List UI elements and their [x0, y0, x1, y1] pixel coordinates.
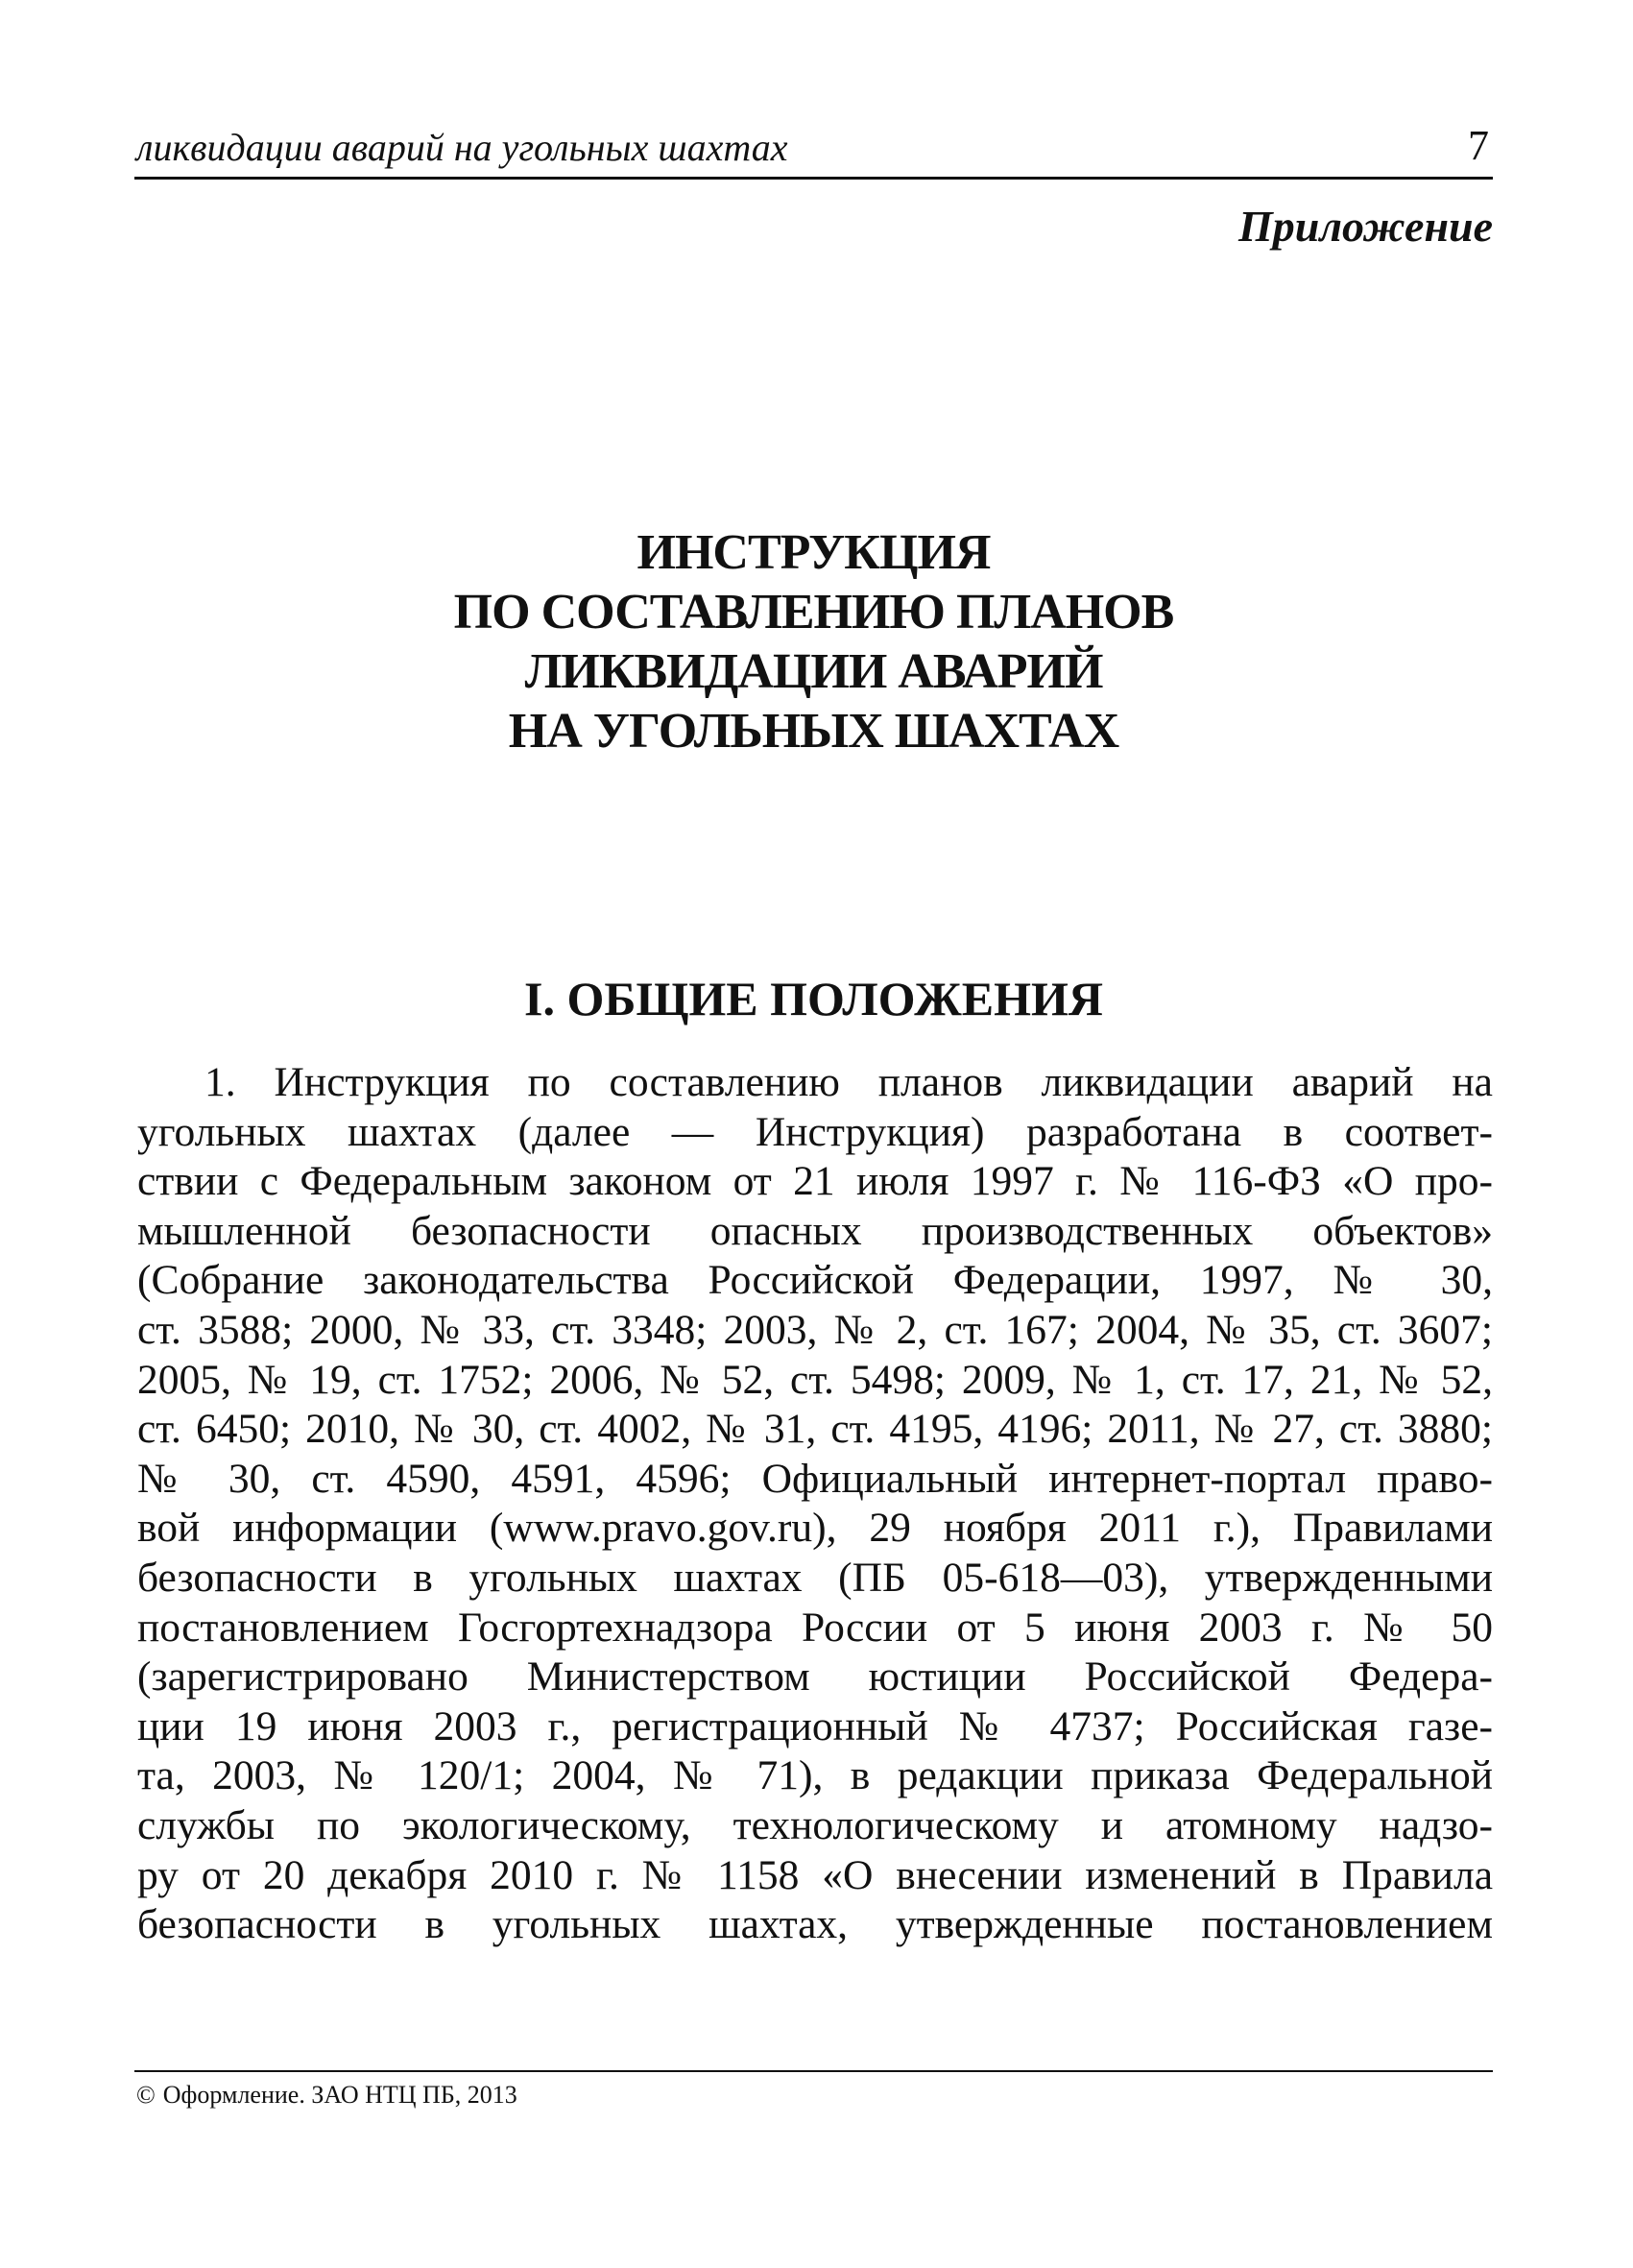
paragraph-1 — [137, 1058, 1493, 1950]
footer-copyright — [136, 2080, 517, 2111]
title-line: ЛИКВИДАЦИИ АВАРИЙ — [524, 644, 1103, 699]
paragraph-line: ции 19 июня 2003 г., регистрационный № 4737; Российская газе- — [137, 1702, 1493, 1749]
paragraph-line: ру от 20 декабря 2010 г. № 1158 «О внесении изменений в Правила — [137, 1851, 1493, 1898]
running-header — [134, 123, 1493, 180]
paragraph-line: (Собрание законодательства Российской Федерации, 1997, № 30, — [137, 1257, 1493, 1304]
paragraph-line: та, 2003, № 120/1; 2004, № 71), в редакции приказа Федеральной — [137, 1752, 1493, 1799]
paragraph-line: № 30, ст. 4590, 4591, 4596; Официальный интернет-портал право- — [137, 1455, 1493, 1502]
paragraph-line: мышленной безопасности опасных производственных объектов» — [137, 1207, 1493, 1254]
running-title: ликвидации аварий на угольных шахтах — [136, 126, 788, 169]
document-title — [134, 523, 1493, 761]
page-number: 7 — [1468, 122, 1489, 169]
title-line: ИНСТРУКЦИЯ — [636, 525, 991, 580]
paragraph-line: безопасности в угольных шахтах, утвержденные постановлением — [137, 1901, 1493, 1948]
paragraph-line: угольных шахтах (далее — Инструкция) разработана в соответ- — [137, 1108, 1493, 1155]
title-line: ПО СОСТАВЛЕНИЮ ПЛАНОВ — [453, 585, 1174, 639]
paragraph-line: постановлением Госгортехнадзора России от 5 июня 2003 г. № 50 — [137, 1604, 1493, 1651]
paragraph-line: 2005, № 19, ст. 1752; 2006, № 52, ст. 5498; 2009, № 1, ст. 17, 21, № 52, — [137, 1356, 1493, 1403]
appendix-label: Приложение — [1238, 202, 1493, 251]
footer-text: Оформление. ЗАО НТЦ ПБ, 2013 — [162, 2081, 517, 2109]
paragraph-line: (зарегистрировано Министерством юстиции Российской Федера- — [137, 1653, 1493, 1701]
paragraph-line: ст. 6450; 2010, № 30, ст. 4002, № 31, ст. 4195, 4196; 2011, № 27, ст. 3880; — [137, 1406, 1493, 1453]
section-heading: I. ОБЩИЕ ПОЛОЖЕНИЯ — [524, 972, 1103, 1025]
paragraph-line: службы по экологическому, технологическому и атомному надзо- — [137, 1801, 1493, 1848]
paragraph-line: ст. 3588; 2000, № 33, ст. 3348; 2003, № 2, ст. 167; 2004, № 35, ст. 3607; — [137, 1306, 1493, 1353]
paragraph-line: ствии с Федеральным законом от 21 июля 1997 г. № 116-ФЗ «О про- — [137, 1158, 1493, 1205]
paragraph-line: вой информации (www.pravo.gov.ru), 29 ноября 2011 г.), Правилами — [137, 1505, 1493, 1552]
paragraph-line: 1. Инструкция по составлению планов ликвидации аварий на — [204, 1059, 1493, 1105]
footer-divider — [134, 2070, 1493, 2072]
title-line: НА УГОЛЬНЫХ ШАХТАХ — [508, 704, 1119, 759]
copyright-icon: © — [136, 2081, 156, 2109]
paragraph-line: безопасности в угольных шахтах (ПБ 05-618—03), утвержденными — [137, 1554, 1493, 1601]
